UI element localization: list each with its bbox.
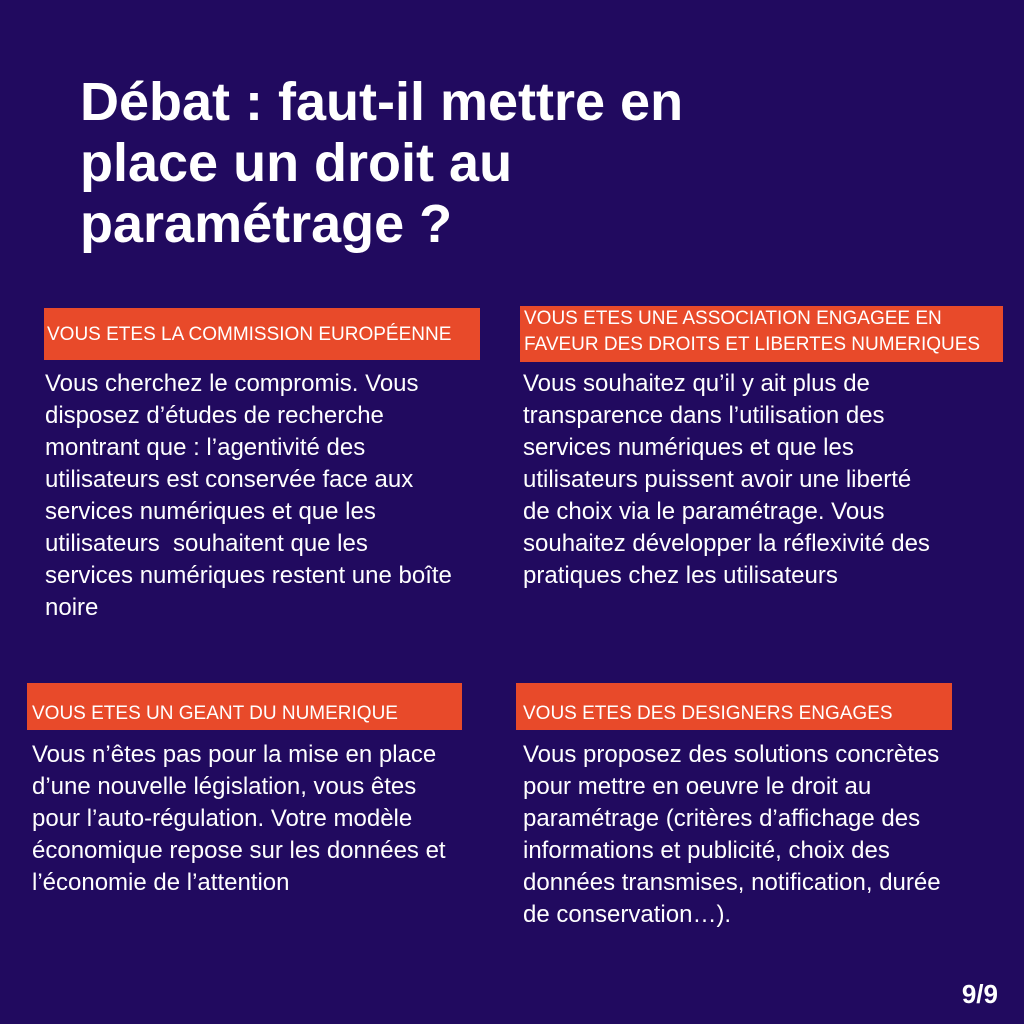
role-description-digital-rights-association	[523, 368, 930, 592]
role-description-line: Vous souhaitez qu’il y ait plus de	[523, 370, 870, 397]
role-description-line: pour l’auto-régulation. Votre modèle	[32, 805, 413, 832]
role-description-line: paramétrage (critères d’affichage des	[523, 805, 921, 832]
role-description-line: services numériques restent une boîte	[45, 562, 452, 589]
role-description-line: utilisateurs souhaitent que les	[45, 530, 368, 557]
role-description-line: souhaitez développer la réflexivité des	[523, 530, 930, 557]
role-description-engaged-designers	[523, 739, 941, 931]
role-label-text: VOUS ETES UNE ASSOCIATION ENGAGEE EN	[524, 308, 942, 329]
role-description-line: disposez d’études de recherche	[45, 402, 384, 429]
role-description-line: économique repose sur les données et	[32, 837, 446, 864]
role-description-line: pour mettre en oeuvre le droit au	[523, 773, 872, 800]
role-description-line: services numériques et que les	[45, 498, 376, 525]
role-description-line: informations et publicité, choix des	[523, 837, 890, 864]
role-label-european-commission	[44, 308, 480, 360]
role-description-line: l’économie de l’attention	[32, 869, 290, 896]
role-description-line: utilisateurs est conservée face aux	[45, 466, 414, 493]
role-description-tech-giant	[32, 739, 446, 899]
slide-title-line: paramétrage ?	[80, 194, 453, 254]
role-description-line: utilisateurs puissent avoir une liberté	[523, 466, 912, 493]
role-label-tech-giant	[27, 683, 462, 730]
role-description-line: services numériques et que les	[523, 434, 854, 461]
role-description-line: Vous proposez des solutions concrètes	[523, 741, 940, 768]
role-description-line: de choix via le paramétrage. Vous	[523, 498, 885, 525]
role-description-line: pratiques chez les utilisateurs	[523, 562, 838, 589]
slide-title-line: Débat : faut-il mettre en	[80, 72, 684, 132]
role-description-line: d’une nouvelle législation, vous êtes	[32, 773, 417, 800]
role-label-text: VOUS ETES DES DESIGNERS ENGAGES	[523, 703, 893, 724]
role-description-line: noire	[45, 594, 99, 621]
role-label-text: VOUS ETES LA COMMISSION EUROPÉENNE	[47, 324, 452, 345]
page-indicator: 9/9	[961, 979, 998, 1009]
slide-title	[80, 72, 683, 255]
role-label-text: VOUS ETES UN GEANT DU NUMERIQUE	[32, 703, 398, 724]
role-label-digital-rights-association	[520, 306, 1003, 362]
role-description-european-commission	[45, 368, 452, 624]
role-description-line: Vous n’êtes pas pour la mise en place	[32, 741, 437, 768]
role-label-text: FAVEUR DES DROITS ET LIBERTES NUMERIQUES	[524, 334, 981, 355]
role-description-line: montrant que : l’agentivité des	[45, 434, 366, 461]
slide-title-line: place un droit au	[80, 133, 513, 193]
role-description-line: données transmises, notification, durée	[523, 869, 941, 896]
role-label-engaged-designers	[516, 683, 952, 730]
role-description-line: de conservation…).	[523, 901, 732, 928]
role-description-line: transparence dans l’utilisation des	[523, 402, 885, 429]
role-description-line: Vous cherchez le compromis. Vous	[45, 370, 419, 397]
